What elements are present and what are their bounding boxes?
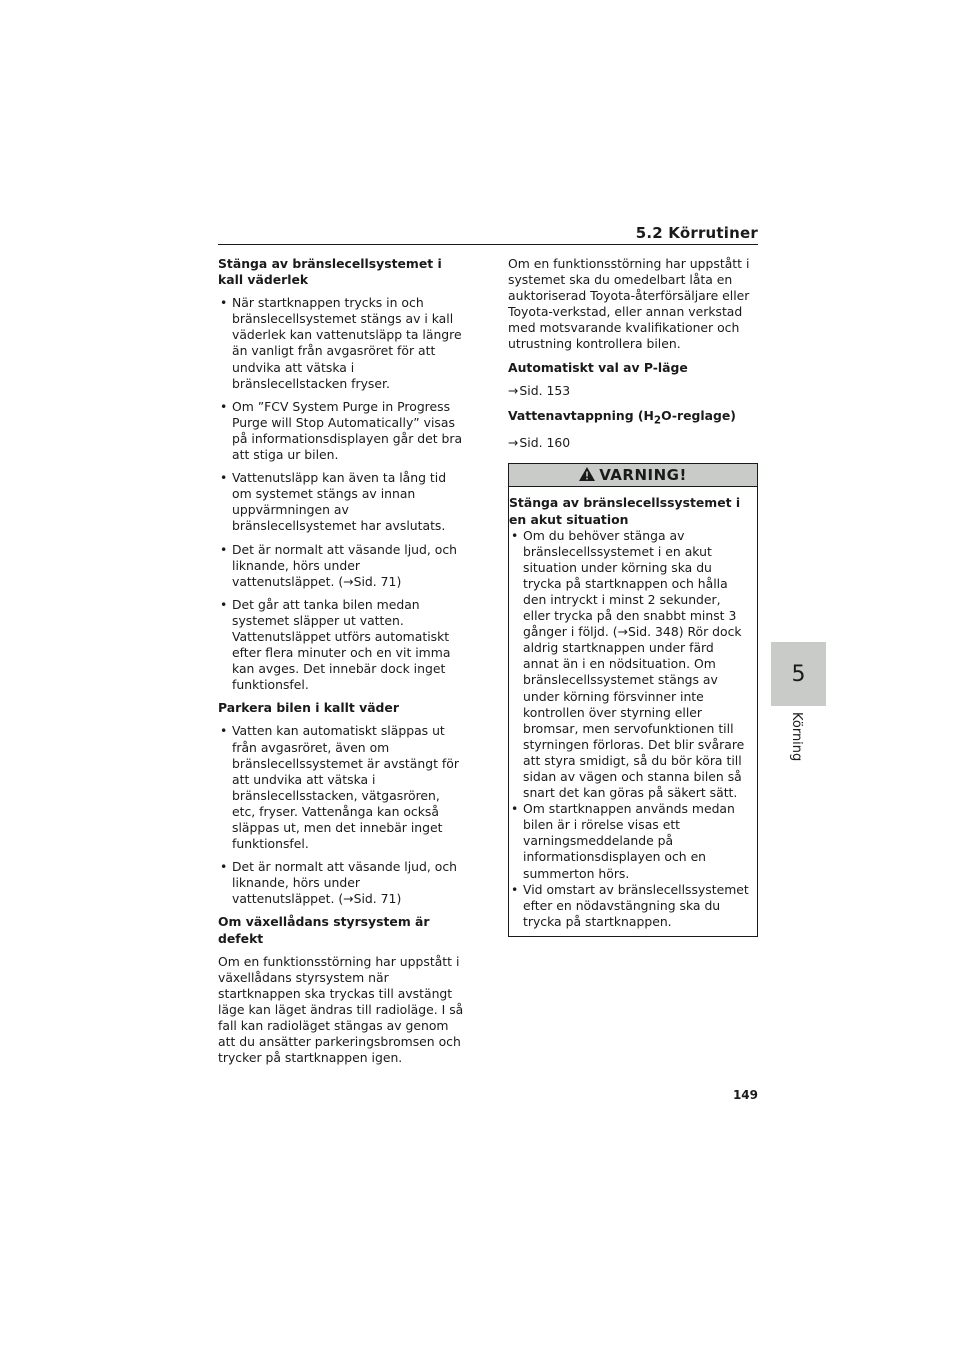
section-title: 5.2 Körrutiner <box>635 224 758 242</box>
warning-title: VARNING! <box>599 466 687 485</box>
header-divider <box>218 244 758 245</box>
right-column <box>508 256 758 937</box>
cold-weather-list <box>218 295 466 693</box>
warning-heading: Stänga av bränslecellssystemet i en akut situation <box>509 495 741 527</box>
transmission-defect-text: Om en funktionsstörning har uppstått i växellådans styrsystem när startknappen ska tryckas till avstängt läge kan läget ändras till radioläge. I så fall kan radioläget stängas av genom att du ansätter parkeringsbromsen och trycker på startknappen igen. <box>218 953 464 1066</box>
page-number: 149 <box>732 1088 758 1102</box>
list-item: • Vatten kan automatiskt släppas ut från avgasröret, även om bränslecellssystemet är avstängt för att undvika att vätska i bränslecellsstacken, vätgasrören, etc, fryser. Vattenånga kan också släppas ut, men det innebär inget funktionsfel. <box>218 723 466 852</box>
page-reference-label: Sid. 153 <box>519 382 571 398</box>
heading-part: Vattenavtappning (H <box>508 407 654 423</box>
list-item: • Om du behöver stänga av bränslecellssystemet i en akut situation under körning ska du trycka på startknappen och hålla den intryckt i minst 2 sekunder, eller trycka på den snabbt minst 3 gånger i följd. (→Sid. 348) Rör dock aldrig startknappen under färd annat än i en nödsituation. Om bränslecellssystemet stängs av under körning försvinner inte kontrollen över styrning eller bromsar, men servofunktionen till styrningen förloras. Det blir svårare att styra smidigt, så du bör köra till sidan av vägen och stanna bilen så snart det kan göras på säkert sätt. <box>509 528 749 802</box>
heading-water-drain <box>508 408 758 429</box>
page-reference-label: Sid. 160 <box>519 435 571 451</box>
heading-transmission-defect: Om växellådans styrsystem är defekt <box>218 914 430 946</box>
list-item: • Vid omstart av bränslecellssystemet efter en nödavstängning ska du trycka på startknappen. <box>509 882 749 930</box>
page-reference[interactable] <box>508 435 758 451</box>
heading-auto-p-mode: Automatiskt val av P-läge <box>508 359 688 375</box>
arrow-right-icon: → <box>508 382 519 398</box>
heading-park-cold-weather: Parkera bilen i kallt väder <box>218 700 399 716</box>
list-item: • Det går att tanka bilen medan systemet släpper ut vatten. Vattenutsläppet utförs automatiskt efter flera minuter och en vit imma kan avges. Det innebär dock inget funktionsfel. <box>218 597 466 694</box>
chapter-label: Körning <box>789 712 804 762</box>
page-reference[interactable] <box>508 383 758 399</box>
heading-cold-weather-shutdown: Stänga av bränslecellsystemet i kall väderlek <box>218 256 442 288</box>
heading-part: O-reglage) <box>661 407 736 423</box>
list-item: • Vattenutsläpp kan även ta lång tid om systemet stängs av innan uppvärmningen av bränslecellsystemet har avslutats. <box>218 470 466 534</box>
warning-header <box>509 464 757 487</box>
list-item: • När startknappen trycks in och bränslecellsystemet stängs av i kall väderlek kan vattenutsläpp ta längre än vanligt från avgasröret för att undvika att vätska i bränslecellstacken fryser. <box>218 295 466 392</box>
arrow-right-icon: → <box>508 435 519 451</box>
subscript: 2 <box>653 414 662 427</box>
list-item: • Det är normalt att väsande ljud, och liknande, hörs under vattenutsläppet. (→Sid. 71) <box>218 542 466 590</box>
warning-box <box>508 463 758 937</box>
warning-triangle-icon <box>579 467 595 484</box>
list-item: • Om ”FCV System Purge in Progress Purge will Stop Automatically” visas på informationsdisplayen går det bra att stiga ur bilen. <box>218 399 466 463</box>
warning-body <box>509 487 757 936</box>
malfunction-text: Om en funktionsstörning har uppstått i systemet ska du omedelbart låta en auktoriserad Toyota-återförsäljare eller Toyota-verkstad, eller annan verkstad med motsvarande kvalifikationer och utrustning kontrollera bilen. <box>508 256 750 352</box>
warning-list <box>509 528 749 930</box>
list-item: • Det är normalt att väsande ljud, och liknande, hörs under vattenutsläppet. (→Sid. 71) <box>218 859 466 907</box>
chapter-tab[interactable]: 5 <box>771 642 826 706</box>
parking-list <box>218 723 466 907</box>
left-column <box>218 256 466 1073</box>
list-item: • Om startknappen används medan bilen är i rörelse visas ett varningsmeddelande på informationsdisplayen och en summerton hörs. <box>509 801 749 881</box>
